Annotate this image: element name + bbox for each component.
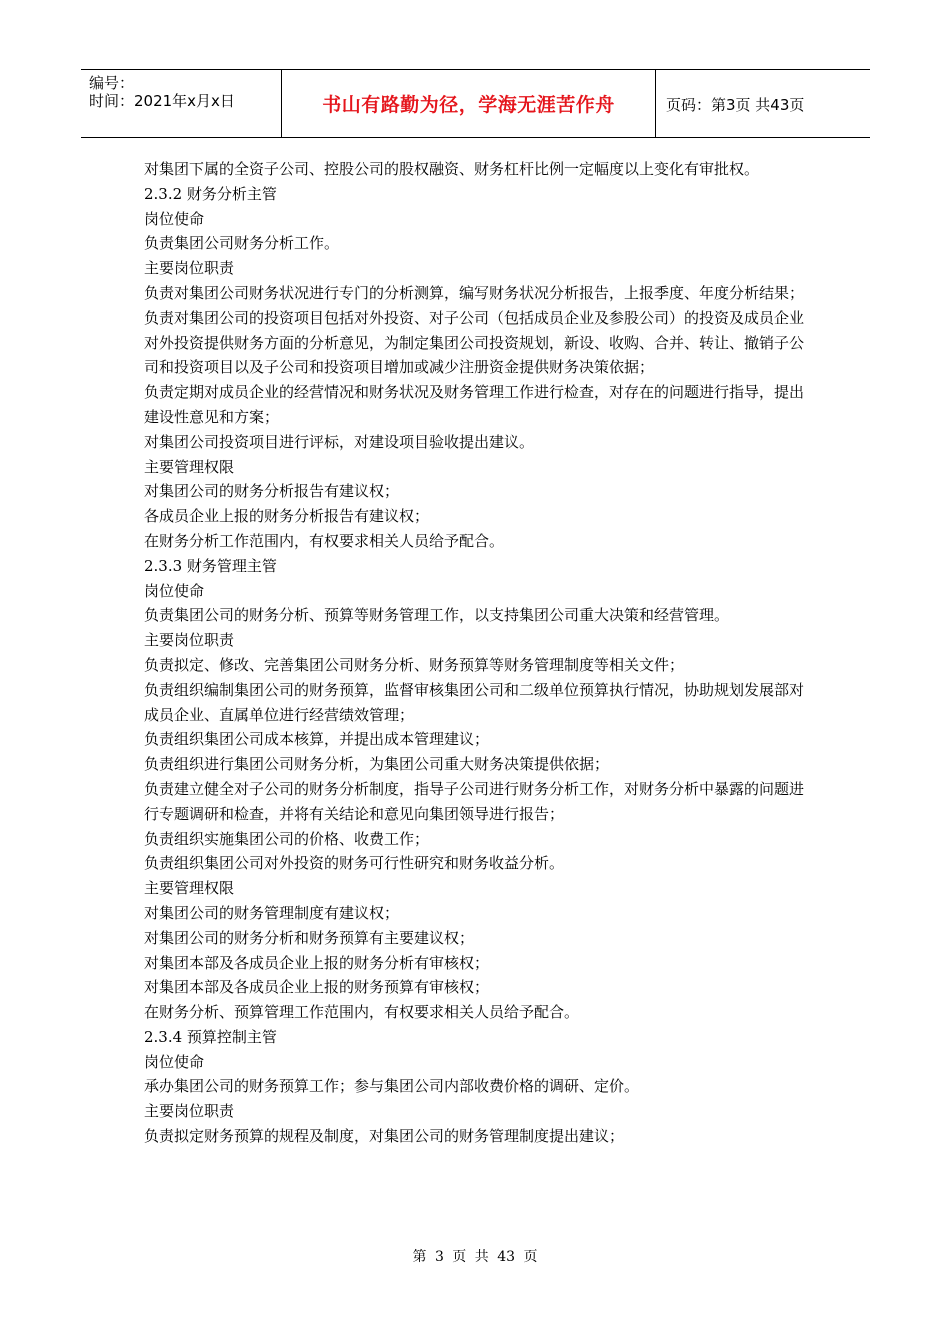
body-paragraph: 对集团公司的财务分析报告有建议权； xyxy=(144,482,400,501)
body-paragraph: 主要岗位职责 xyxy=(144,1102,235,1121)
body-paragraph: 负责集团公司财务分析工作。 xyxy=(144,234,340,253)
body-paragraph: 负责建立健全对子公司的财务分析制度，指导子公司进行财务分析工作，对财务分析中暴露的问题进行专题调研和检查，并将有关结论和意见向集团领导进行报告； xyxy=(144,779,805,823)
body-paragraph: 负责定期对成员企业的经营情况和财务状况及财务管理工作进行检查，对存在的问题进行指导，提出建设性意见和方案； xyxy=(144,383,805,426)
body-paragraph: 承办集团公司的财务预算工作；参与集团公司内部收费价格的调研、定价。 xyxy=(144,1077,640,1096)
header-page-code: 页码：第3页 共43页 xyxy=(666,96,805,114)
body-paragraph: 负责组织编制集团公司的财务预算，监督审核集团公司和二级单位预算执行情况，协助规划发展部对成员企业、直属单位进行经营绩效管理； xyxy=(144,680,805,724)
body-paragraph: 岗位使命 xyxy=(144,581,205,600)
body-paragraph: 主要管理权限 xyxy=(144,879,235,898)
body-paragraph: 主要岗位职责 xyxy=(144,631,235,650)
body-paragraph: 对集团下属的全资子公司、控股公司的股权融资、财务杠杆比例一定幅度以上变化有审批权。 xyxy=(144,160,760,178)
body-paragraph: 负责对集团公司财务状况进行专门的分析测算，编写财务状况分析报告，上报季度、年度分析结果； xyxy=(144,283,805,302)
body-paragraph: 对集团公司的财务管理制度有建议权； xyxy=(144,903,400,922)
body-paragraph: 负责组织进行集团公司财务分析，为集团公司重大财务决策提供依据； xyxy=(144,755,610,774)
body-paragraph: 负责组织集团公司成本核算，并提出成本管理建议； xyxy=(144,730,490,749)
document-number-label: 编号： xyxy=(89,74,135,92)
body-paragraph: 岗位使命 xyxy=(144,1052,205,1071)
body-paragraph: 对集团公司投资项目进行评标，对建设项目验收提出建议。 xyxy=(144,432,535,451)
body-paragraph: 负责组织集团公司对外投资的财务可行性研究和财务收益分析。 xyxy=(144,854,565,873)
body-paragraph: 负责拟定财务预算的规程及制度，对集团公司的财务管理制度提出建议； xyxy=(144,1127,625,1146)
body-paragraph: 负责对集团公司的投资项目包括对外投资、对子公司（包括成员企业及参股公司）的投资及成员企业对外投资提供财务方面的分析意见，为制定集团公司投资规划，新设、收购、合并、转让、撤销子公司和投资项目以及子公司和投资项目增加或减少注册资金提供财务决策依据； xyxy=(144,308,805,377)
body-paragraph: 负责集团公司的财务分析、预算等财务管理工作，以支持集团公司重大决策和经营管理。 xyxy=(144,606,730,625)
body-paragraph: 在财务分析、预算管理工作范围内，有权要求相关人员给予配合。 xyxy=(144,1003,580,1022)
body-paragraph: 负责拟定、修改、完善集团公司财务分析、财务预算等财务管理制度等相关文件； xyxy=(144,655,685,674)
body-paragraph: 各成员企业上报的财务分析报告有建议权； xyxy=(144,507,430,526)
header-motto: 书山有路勤为径，学海无涯苦作舟 xyxy=(282,70,656,137)
body-paragraph: 负责组织实施集团公司的价格、收费工作； xyxy=(144,829,430,848)
page-footer: 第 3 页 共 43 页 xyxy=(412,1249,538,1265)
body-paragraph: 2.3.2 财务分析主管 xyxy=(144,184,277,203)
body-paragraph: 2.3.3 财务管理主管 xyxy=(144,556,277,575)
body-paragraph: 岗位使命 xyxy=(144,209,205,228)
body-paragraph: 在财务分析工作范围内，有权要求相关人员给予配合。 xyxy=(144,531,505,550)
body-paragraph: 对集团公司的财务分析和财务预算有主要建议权； xyxy=(144,928,475,947)
document-date: 时间：2021年x月x日 xyxy=(89,92,235,110)
body-paragraph: 对集团本部及各成员企业上报的财务预算有审核权； xyxy=(144,978,490,997)
body-paragraph: 2.3.4 预算控制主管 xyxy=(144,1027,277,1046)
header-left-cell xyxy=(81,70,282,137)
body-paragraph: 对集团本部及各成员企业上报的财务分析有审核权； xyxy=(144,953,490,972)
body-paragraph: 主要岗位职责 xyxy=(144,259,235,278)
document-body xyxy=(144,157,814,1149)
page-header xyxy=(81,69,870,138)
body-paragraph: 主要管理权限 xyxy=(144,457,235,476)
